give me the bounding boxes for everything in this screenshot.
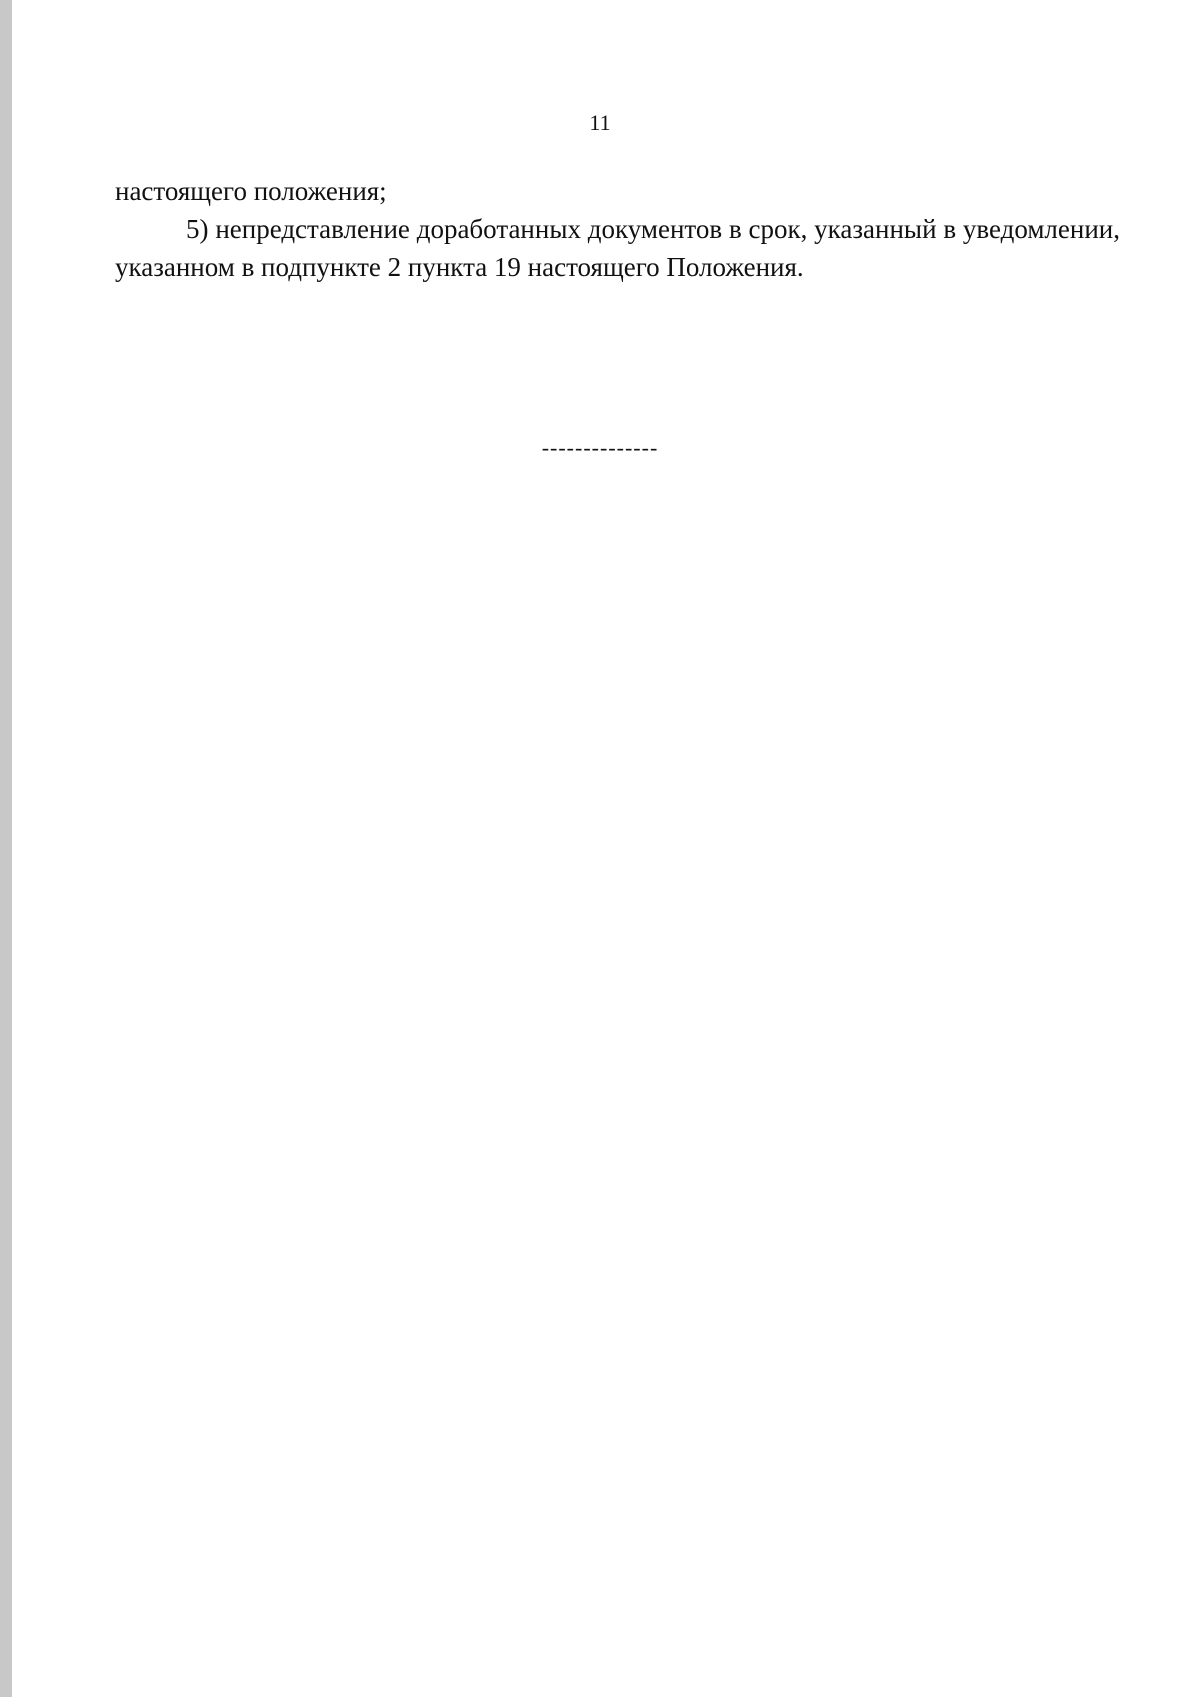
paragraph-continuation: настоящего положения; [115,176,387,206]
paragraph-item-5: 5) непредставление доработанных документов в срок, указанный в уведомлении, указанном в подпункте 2 пункта 19 настоящего Положения. [115,214,1120,282]
scan-edge [0,0,12,1697]
end-of-document-marker: -------------- [541,435,659,460]
page-number: 11 [589,110,611,135]
